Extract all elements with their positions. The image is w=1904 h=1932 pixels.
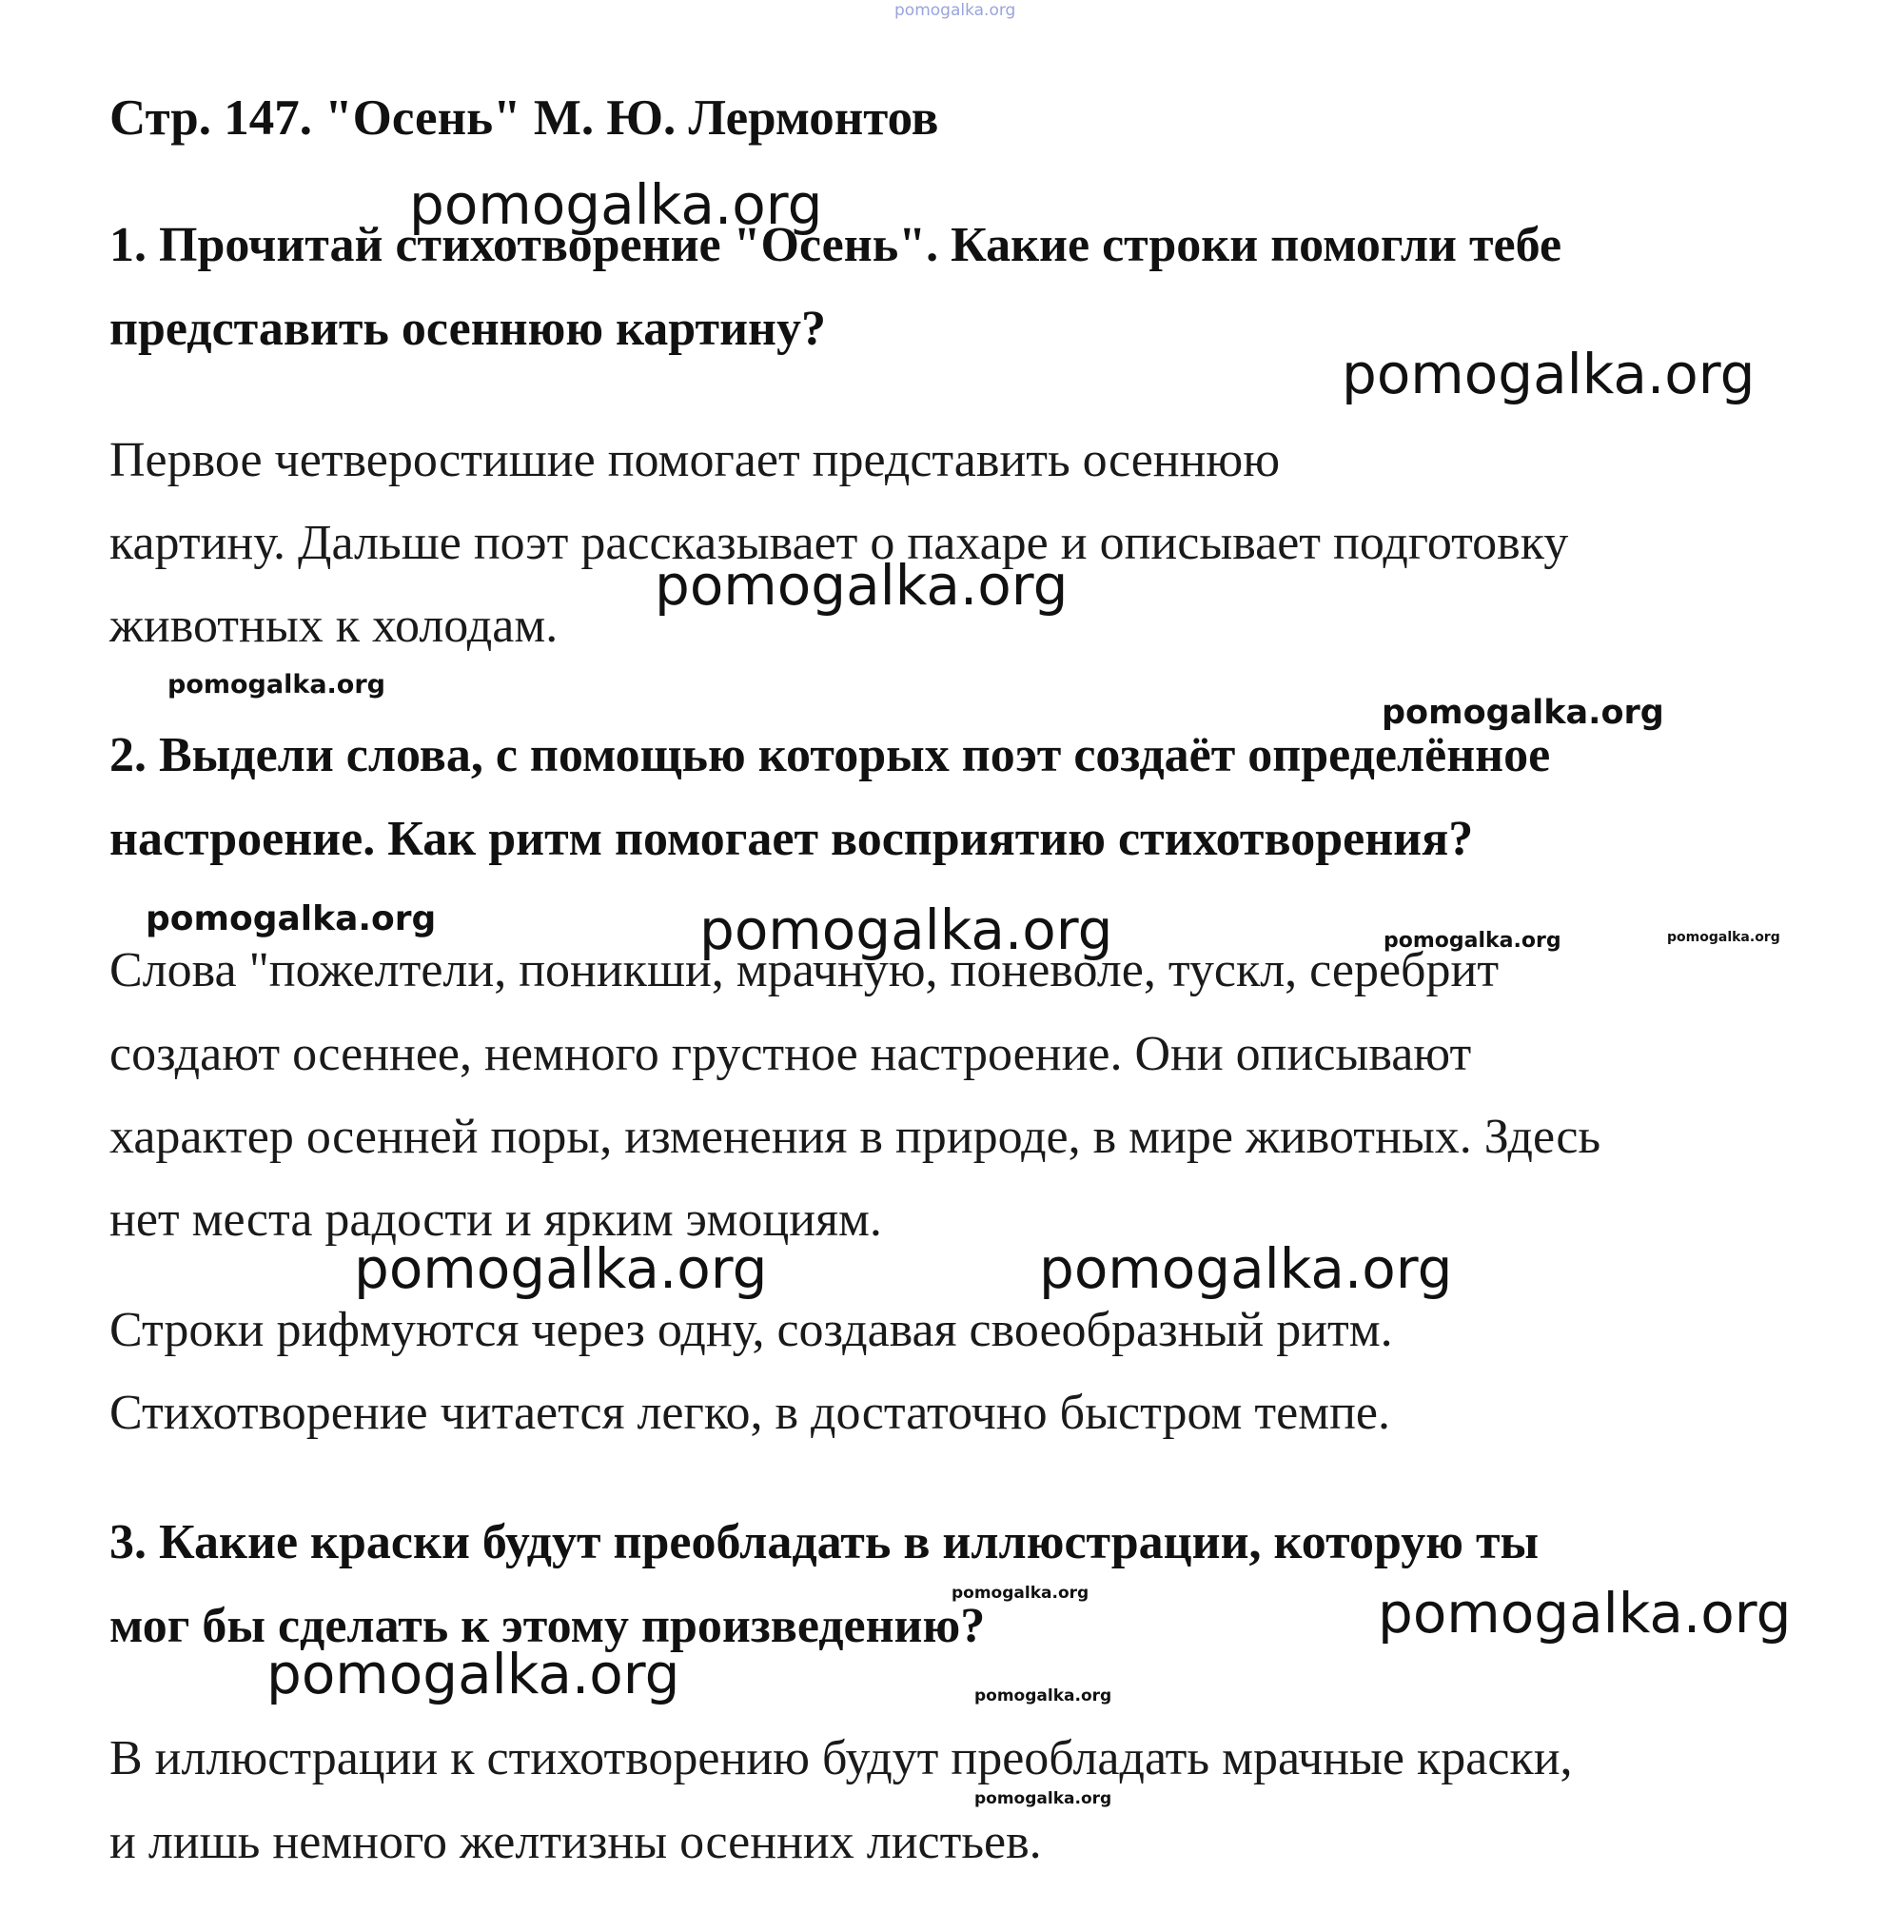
answer-2-line-4: нет места радости и ярким эмоциям. xyxy=(109,1193,882,1247)
answer-2-line-2: создают осеннее, немного грустное настроение. Они описывают xyxy=(109,1027,1472,1081)
watermark: pomogalka.org xyxy=(409,172,823,237)
answer-1-line-1: Первое четверостишие помогает представить осеннюю xyxy=(109,433,1281,487)
watermark: pomogalka.org xyxy=(167,670,385,700)
watermark: pomogalka.org xyxy=(1382,694,1664,732)
answer-3-line-2: и лишь немного желтизны осенних листьев. xyxy=(109,1815,1042,1869)
answer-2-line-3: характер осенней поры, изменения в природе, в мире животных. Здесь xyxy=(109,1110,1601,1164)
watermark: pomogalka.org xyxy=(354,1236,768,1301)
answer-1-line-2: картину. Дальше поэт рассказывает о пахаре и описывает подготовку xyxy=(109,516,1569,570)
watermark: pomogalka.org xyxy=(1342,342,1756,406)
watermark: pomogalka.org xyxy=(699,897,1113,962)
watermark: pomogalka.org xyxy=(146,899,437,938)
watermark: pomogalka.org xyxy=(974,1789,1112,1808)
watermark: pomogalka.org xyxy=(1039,1236,1453,1301)
question-2-line-2: настроение. Как ритм помогает восприятию стихотворения? xyxy=(109,812,1474,866)
watermark: pomogalka.org xyxy=(952,1584,1089,1603)
watermark: pomogalka.org xyxy=(1384,929,1561,953)
question-3-line-1: 3. Какие краски будут преобладать в иллюстрации, которую ты xyxy=(109,1515,1540,1569)
answer-2-extra-line-1: Строки рифмуются через одну, создавая своеобразный ритм. xyxy=(109,1303,1393,1357)
question-1-line-2: представить осеннюю картину? xyxy=(109,302,826,356)
answer-3-line-1: В иллюстрации к стихотворению будут преобладать мрачные краски, xyxy=(109,1731,1573,1785)
answer-1-line-3: животных к холодам. xyxy=(109,599,559,653)
watermark: pomogalka.org xyxy=(1667,930,1780,945)
watermark: pomogalka.org xyxy=(655,553,1069,618)
question-3-line-2: мог бы сделать к этому произведению? xyxy=(109,1599,986,1653)
watermark: pomogalka.org xyxy=(894,1,1016,20)
page-title: Стр. 147. "Осень" М. Ю. Лермонтов xyxy=(109,90,939,146)
question-1-line-1: 1. Прочитай стихотворение "Осень". Какие строки помогли тебе xyxy=(109,218,1562,272)
answer-2-line-1: Слова "пожелтели, поникши, мрачную, поневоле, тускл, серебрит xyxy=(109,943,1500,997)
question-2-line-1: 2. Выдели слова, с помощью которых поэт создаёт определённое xyxy=(109,728,1551,782)
watermark: pomogalka.org xyxy=(1378,1581,1792,1646)
answer-2-extra-line-2: Стихотворение читается легко, в достаточно быстром темпе. xyxy=(109,1386,1390,1440)
watermark: pomogalka.org xyxy=(974,1686,1112,1705)
watermark: pomogalka.org xyxy=(266,1642,680,1706)
